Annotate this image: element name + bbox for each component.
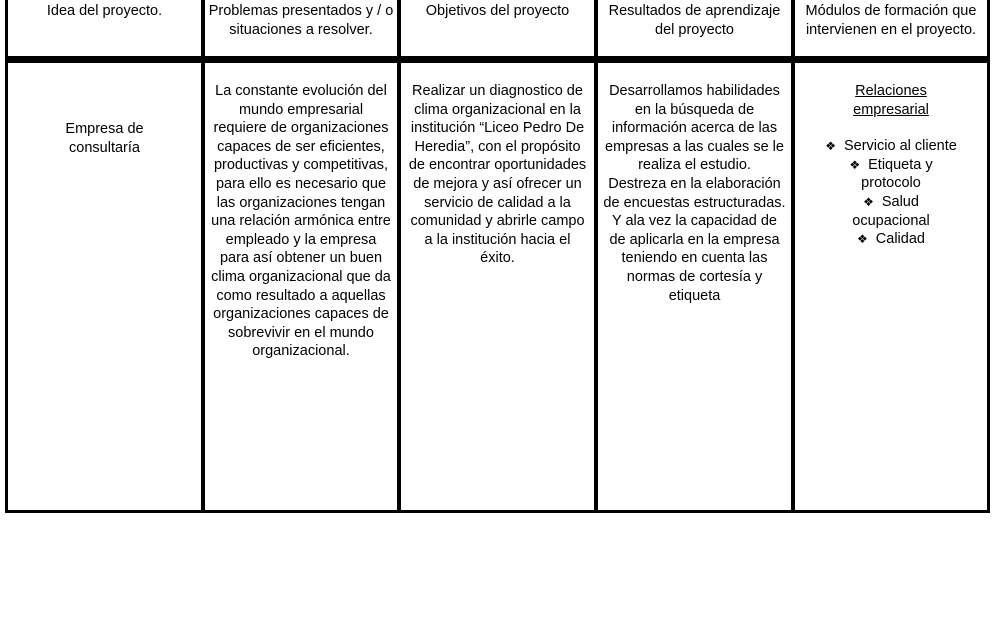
cell-resultados: [598, 63, 791, 510]
idea-text: Empresa de consultaría: [65, 121, 144, 156]
diamond-bullet-icon: ❖: [863, 194, 874, 209]
modulos-list: [801, 137, 981, 249]
modulo-label: Calidad: [875, 231, 925, 248]
header-modulos: [795, 0, 987, 56]
project-table: [5, 0, 990, 513]
header-idea-text: Idea del proyecto.: [46, 3, 163, 19]
list-item: [801, 230, 981, 249]
cell-objetivos: [401, 63, 594, 510]
header-modulos-text: Módulos de formación que intervienen en el proyecto.: [805, 3, 977, 38]
list-item: [801, 137, 981, 156]
header-objetivos-text: Objetivos del proyecto: [425, 3, 570, 19]
header-problemas-text: Problemas presentados y / o situaciones a resolver.: [208, 3, 394, 38]
modulo-label: Salud ocupacional: [852, 193, 930, 229]
modulo-label: Etiqueta y protocolo: [861, 156, 933, 192]
cell-idea: [8, 63, 201, 510]
modulo-label: Servicio al cliente: [843, 138, 957, 155]
header-idea: [8, 0, 201, 56]
objetivos-text: Realizar un diagnostico de clima organizacional en la institución “Liceo Pedro De Heredia”, con el propósito de encontrar oportunidades de mejora y así ofrecer un servicio de calidad a la comunidad y abrirle campo a la institución hacia el éxito.: [408, 83, 587, 267]
header-resultados-text: Resultados de aprendizaje del proyecto: [608, 3, 781, 38]
header-objetivos: [401, 0, 594, 56]
header-problemas: [205, 0, 397, 56]
cell-modulos: [795, 63, 987, 510]
diamond-bullet-icon: ❖: [849, 157, 861, 172]
list-item: [801, 193, 981, 230]
resultados-item: Y ala vez la capacidad de de aplicarla en la empresa teniendo en cuenta las normas de cortesía y etiqueta: [609, 213, 780, 304]
resultados-item: Destreza en la elaboración de encuestas estructuradas.: [603, 175, 786, 211]
header-resultados: [598, 0, 791, 56]
diamond-bullet-icon: ❖: [857, 232, 868, 247]
resultados-item: Desarrollamos habilidades en la búsqueda de información acerca de las empresas a las cuales se le realiza el estudio.: [605, 83, 784, 174]
list-item: [801, 156, 981, 193]
diamond-bullet-icon: ❖: [825, 139, 836, 154]
problemas-text: La constante evolución del mundo empresarial requiere de organizaciones capaces de ser eficientes, productivas y competitivas, para ello es necesario que las organizaciones tengan una relación armónica entre empleado y la empresa para así obtener un buen clima organizacional que da como resultado a aquellas organizaciones capaces de sobrevivir en el mundo organizacional.: [211, 83, 391, 360]
modulos-heading: Relaciones empresarial: [853, 83, 929, 118]
cell-problemas: [205, 63, 397, 510]
